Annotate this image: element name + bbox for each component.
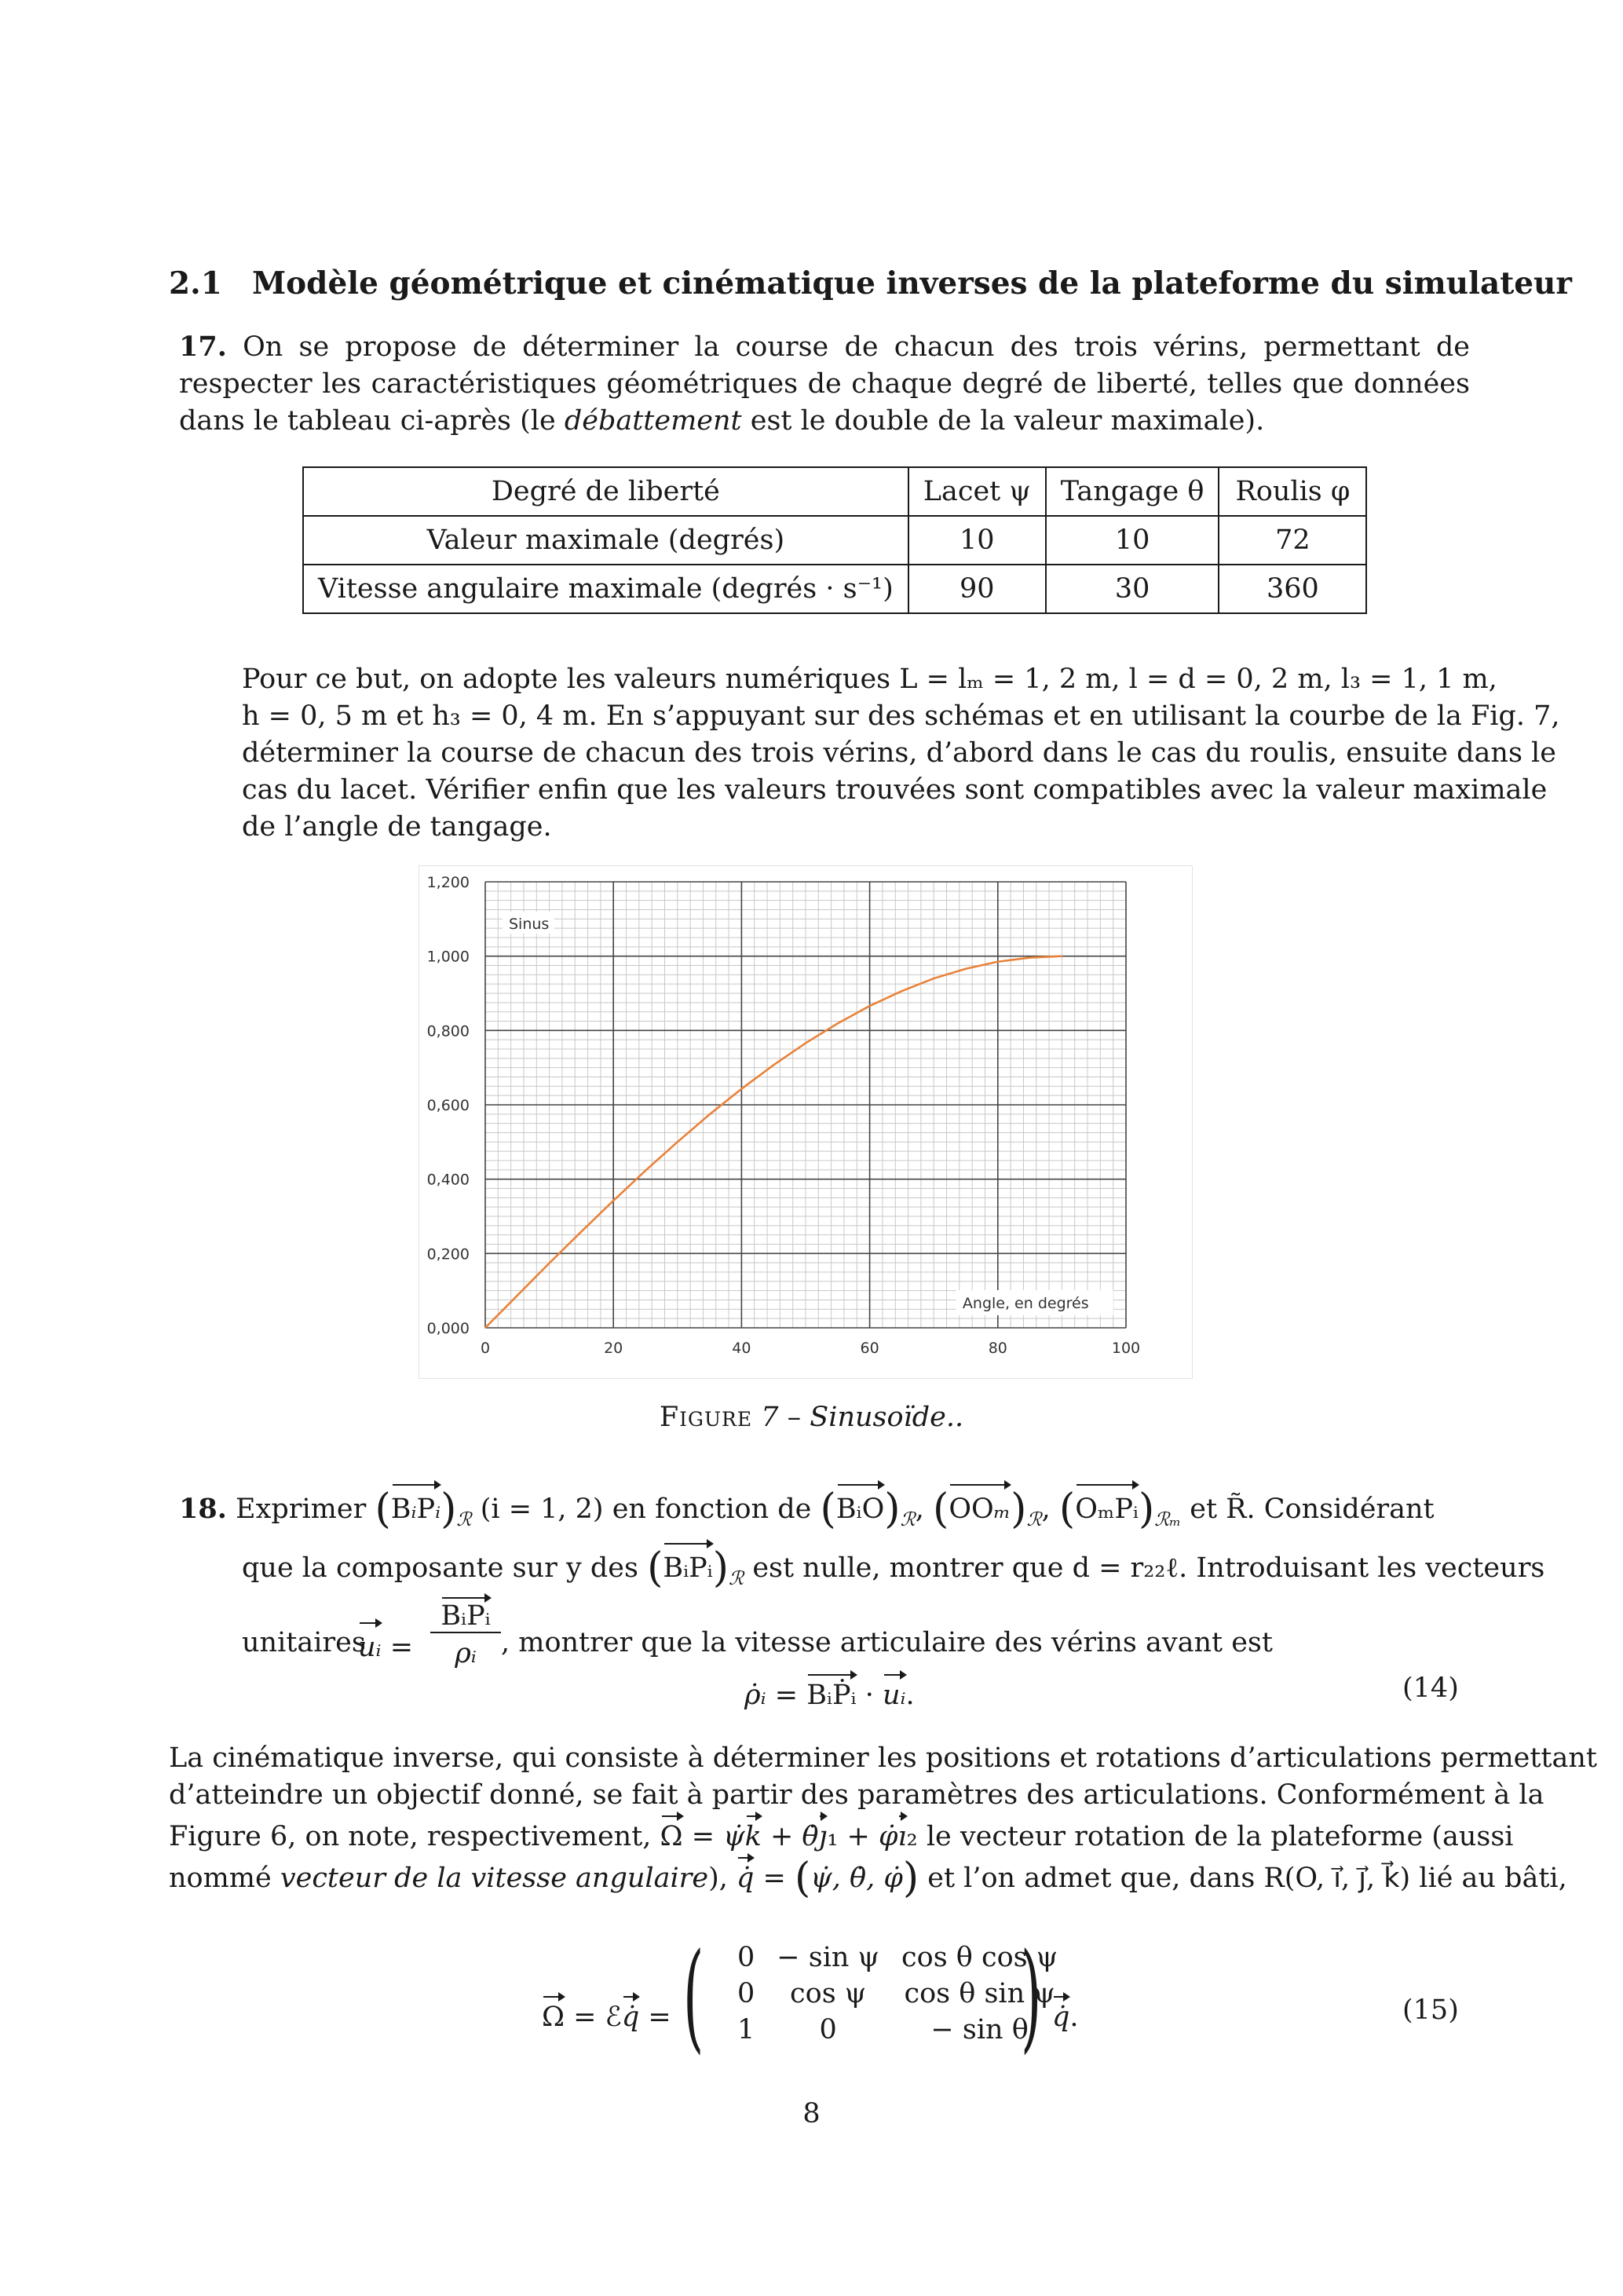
cin-text: Figure 6, on note, respectivement, <box>169 1821 652 1852</box>
q17-emph: débattement <box>564 405 742 437</box>
figure-number: 7 <box>761 1402 779 1433</box>
equation-14: ρ̇ᵢ = BᵢṖᵢ · uᵢ. <box>744 1673 915 1714</box>
legend-label: Sinus <box>509 916 550 933</box>
equation-15-rhs: q̇. <box>1052 1994 1079 2036</box>
data-point <box>773 1065 774 1066</box>
data-point <box>1029 957 1031 959</box>
matrix-cell: 0 <box>819 2014 837 2046</box>
table-cell: 10 <box>1046 516 1219 565</box>
text-line: Pour ce but, on adopte les valeurs numériques L = lₘ = 1, 2 m, l = d = 0, 2 m, l₃ = 1, 1 m, <box>242 664 1497 695</box>
data-point <box>1062 956 1063 957</box>
figure-label: Figure <box>659 1402 753 1433</box>
q18-text: , montrer que la vitesse articulaire des vérins avant est <box>501 1627 1273 1658</box>
q18-text: et R̃. Considérant <box>1190 1493 1435 1525</box>
matrix-cell: 0 <box>737 1942 755 1973</box>
x-tick-label: 60 <box>860 1340 879 1357</box>
table-cell: 10 <box>908 516 1046 565</box>
q18-text: Exprimer <box>236 1493 367 1525</box>
table-header-row <box>303 467 1366 516</box>
q17-intro: On se propose de déterminer la course de chacun des trois vérins, permettant de respecter les caractéristiques géométriques de chaque degré de liberté, telles que données dans le tableau ci-après (le <box>179 331 1470 437</box>
table-cell: Valeur maximale (degrés) <box>303 516 908 565</box>
q18-text: que la composante sur y des <box>242 1552 638 1584</box>
table-header: Degré de liberté <box>303 467 908 516</box>
q18-text: est nulle, montrer que d = r₂₂ℓ. Introduisant les vecteurs <box>752 1552 1545 1584</box>
matrix-row <box>726 2012 1069 2048</box>
data-point <box>677 1142 678 1143</box>
data-point <box>612 1200 614 1201</box>
x-tick-label: 100 <box>1111 1340 1141 1357</box>
table-header: Tangage θ <box>1046 467 1219 516</box>
cin-text: et l’on admet que, dans R(O, ı⃗, ȷ⃗, k⃗) lié au bâti, <box>927 1863 1567 1894</box>
data-point <box>645 1170 646 1172</box>
y-tick-label: 0,200 <box>426 1245 470 1263</box>
question-number: 18 <box>179 1493 217 1525</box>
table-row <box>303 565 1366 613</box>
x-tick-label: 0 <box>480 1340 491 1357</box>
figure-caption: Figure 7 – Sinusoïde.. <box>659 1402 964 1433</box>
matrix-row <box>726 1976 1069 2012</box>
q18-text: (i = 1, 2) en fonction de <box>480 1493 812 1525</box>
table-cell: 90 <box>908 565 1046 613</box>
question-number: 17 <box>179 331 217 363</box>
cin-emph: vecteur de la vitesse angulaire <box>280 1863 709 1894</box>
chart-svg <box>419 866 1192 1378</box>
matrix-cell: 0 <box>737 1978 755 2009</box>
text-line: que la composante sur y des $(BᵢPᵢ)_ℛ$ est nulle, montrer que d = r₂₂ℓ. Introduisant les vecteurs <box>179 1541 1470 1600</box>
data-point <box>965 968 967 970</box>
section-title-text: Modèle géométrique et cinématique inverses de la plateforme du simulateur <box>252 265 1572 302</box>
figure-caption-text: Sinusoïde. <box>810 1402 956 1433</box>
data-point <box>709 1114 711 1116</box>
data-point <box>517 1295 518 1296</box>
page-number: 8 <box>802 2098 821 2130</box>
table-cell: Vitesse angulaire maximale (degrés · s⁻¹) <box>303 565 908 613</box>
y-tick-label: 1,000 <box>426 948 470 966</box>
text-line: 18. Exprimer $(BᵢPᵢ)_ℛ$ (i = 1, 2) en fonction de $(BᵢO)_ℛ$, $(OO_m)_ℛ$, $(O_mPᵢ)_{ℛ_m}$ et R̃. Considérant <box>179 1483 1470 1541</box>
matrix-cell: − sin ψ <box>777 1942 880 1973</box>
y-tick-label: 0,600 <box>426 1097 470 1114</box>
data-point <box>581 1231 583 1233</box>
section-title <box>169 265 1572 302</box>
y-tick-label: 0,800 <box>426 1022 470 1040</box>
text-line: Figure 6, on note, respectivement, Ω = ψ̇k + θ̇ȷ₁ + φ̇ı₂ le vecteur rotation de la plateforme (aussi <box>169 1814 1470 1855</box>
data-point <box>837 1023 839 1025</box>
matrix-row <box>726 1940 1069 1976</box>
x-tick-label: 40 <box>732 1340 751 1357</box>
question-17: 17. On se propose de déterminer la course de chacun des trois vérins, permettant de respecter les caractéristiques géométriques de chaque degré de liberté, telles que données dans le tableau ci-après (le débattement est le double de la valeur maximale). <box>179 331 1470 437</box>
table-cell: 360 <box>1219 565 1366 613</box>
rotation-matrix <box>726 1940 1069 2048</box>
dof-table <box>302 466 1367 614</box>
x-axis-label: Angle, en degrés <box>962 1295 1089 1312</box>
q17-paragraph-2 <box>242 661 1560 846</box>
x-tick-label: 80 <box>988 1340 1007 1357</box>
y-tick-label: 1,200 <box>426 874 470 891</box>
text-line: d’atteindre un objectif donné, se fait à partir des paramètres des articulations. Conformément à la <box>169 1779 1544 1811</box>
matrix-cell: cos θ sin ψ <box>904 1978 1055 2009</box>
text-line: cas du lacet. Vérifier enfin que les valeurs trouvées sont compatibles avec la valeur maximale <box>242 774 1548 806</box>
matrix-cell: cos ψ <box>790 1978 867 2009</box>
text-line: La cinématique inverse, qui consiste à déterminer les positions et rotations d’articulations permettant <box>169 1742 1597 1774</box>
y-tick-label: 0,400 <box>426 1171 470 1189</box>
matrix-cell: − sin θ <box>930 2014 1029 2046</box>
equation-15-lhs: Ω = ℰq̇ = <box>542 1994 671 2036</box>
data-point <box>805 1043 806 1044</box>
data-point <box>741 1088 743 1090</box>
text-line: de l’angle de tangage. <box>242 811 552 843</box>
equation-number: (15) <box>1402 1994 1459 2026</box>
q18-text: unitaires <box>242 1627 366 1658</box>
data-point <box>933 978 934 979</box>
table-header: Roulis φ <box>1219 467 1366 516</box>
data-point <box>997 961 999 963</box>
cinematique-paragraph <box>169 1740 1597 1902</box>
data-point <box>901 990 903 992</box>
matrix-cell: 1 <box>737 2014 755 2046</box>
question-18 <box>179 1483 1545 1671</box>
data-point <box>869 1005 871 1007</box>
table-cell: 72 <box>1219 516 1366 565</box>
table-cell: 30 <box>1046 565 1219 613</box>
matrix-cell: cos θ cos ψ <box>901 1942 1058 1973</box>
text-line: h = 0, 5 m et h₃ = 0, 4 m. En s’appuyant sur des schémas et en utilisant la courbe de la Fig. 7, <box>242 700 1560 732</box>
cin-text: le vecteur rotation de la plateforme (aussi <box>926 1821 1514 1852</box>
text-line: déterminer la course de chacun des trois vérins, d’abord dans le cas du roulis, ensuite dans le <box>242 737 1556 769</box>
cin-text: nommé <box>169 1863 272 1894</box>
table-row <box>303 516 1366 565</box>
q17-intro-end: est le double de la valeur maximale). <box>750 405 1265 437</box>
data-point <box>484 1327 486 1329</box>
text-line: nommé vecteur de la vitesse angulaire), q̇ = (ψ̇, θ̇, φ̇) et l’on admet que, dans R(O, ı⃗, ȷ⃗, k⃗) lié au bâti, <box>169 1855 1567 1902</box>
text-line: unitaires uᵢ = BᵢPᵢ ρᵢ , montrer que la vitesse articulaire des vérins avant est <box>179 1600 1470 1671</box>
data-point <box>549 1263 550 1264</box>
sine-chart <box>419 865 1193 1379</box>
y-tick-label: 0,000 <box>426 1320 470 1337</box>
x-tick-label: 20 <box>604 1340 623 1357</box>
equation-number: (14) <box>1402 1673 1459 1704</box>
section-number: 2.1 <box>169 265 222 302</box>
table-header: Lacet ψ <box>908 467 1046 516</box>
